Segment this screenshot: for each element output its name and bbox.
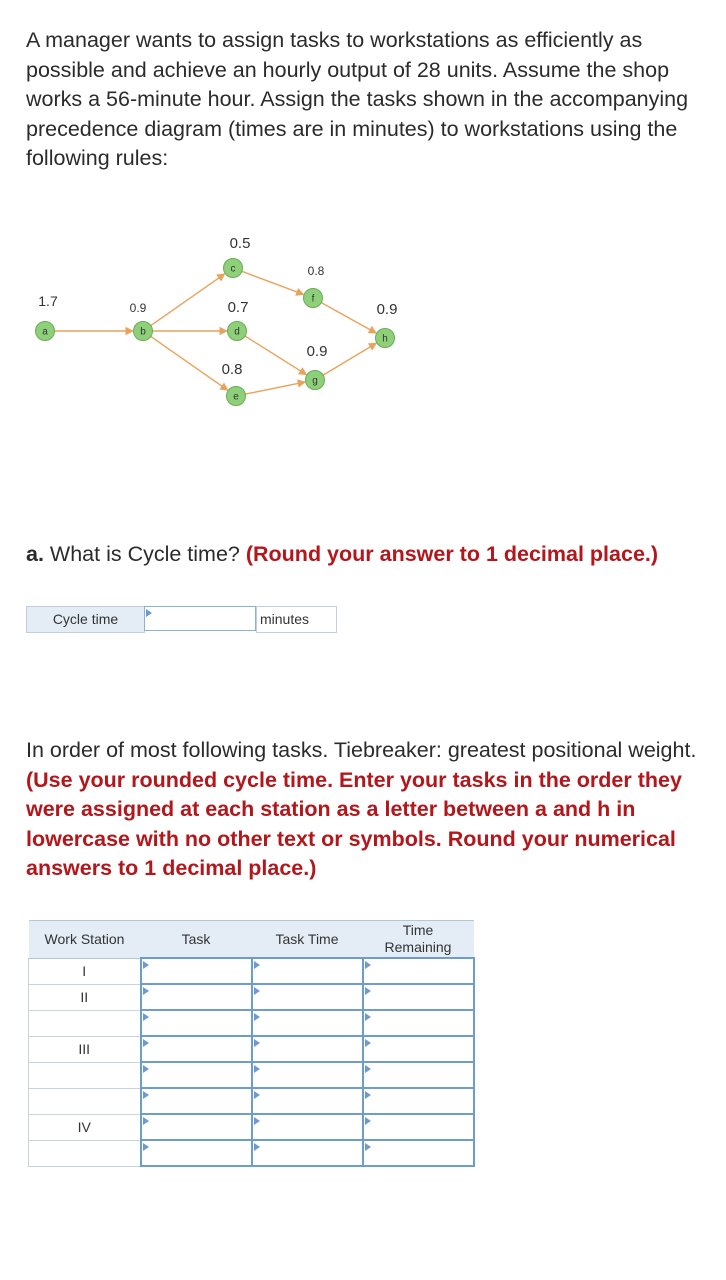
work-station-cell: III [29, 1036, 141, 1062]
input-arrow-icon [254, 1039, 260, 1047]
cycle-time-label: Cycle time [26, 606, 145, 633]
input-arrow-icon [365, 961, 371, 969]
time-remaining-input[interactable] [363, 1036, 474, 1062]
edge-c-f [242, 271, 303, 294]
time-remaining-input[interactable] [363, 1114, 474, 1140]
input-arrow-icon [254, 961, 260, 969]
node-time-g: 0.9 [306, 343, 328, 360]
precedence-diagram [0, 220, 440, 420]
question-b-text: In order of most following tasks. Tiebreaker: greatest positional weight. [26, 738, 697, 762]
task-time-input[interactable] [252, 1114, 363, 1140]
table-row [29, 1062, 474, 1088]
input-arrow-icon [365, 1143, 371, 1151]
task-input[interactable] [141, 958, 252, 984]
node-label-e: e [233, 391, 239, 403]
input-arrow-icon [254, 987, 260, 995]
node-label-b: b [140, 326, 146, 338]
task-input[interactable] [141, 1010, 252, 1036]
task-time-input[interactable] [252, 1062, 363, 1088]
input-arrow-icon [254, 1117, 260, 1125]
table-row [29, 1088, 474, 1114]
node-time-h: 0.9 [376, 301, 398, 318]
input-arrow-icon [365, 1091, 371, 1099]
table-row [29, 1140, 474, 1166]
input-arrow-icon [365, 1039, 371, 1047]
question-a-instruction: (Round your answer to 1 decimal place.) [245, 542, 659, 566]
table-row [29, 1010, 474, 1036]
question-a-prefix: a. [26, 542, 44, 566]
node-time-b: 0.9 [129, 301, 147, 315]
edge-e-g [245, 382, 304, 394]
work-station-cell: II [29, 984, 141, 1010]
task-time-input[interactable] [252, 1140, 363, 1166]
time-remaining-input[interactable] [363, 984, 474, 1010]
question-a [26, 540, 706, 570]
table-body [29, 958, 474, 1166]
input-arrow-icon [143, 1117, 149, 1125]
work-station-cell [29, 1062, 141, 1088]
work-station-cell: I [29, 958, 141, 984]
header-time-remaining-label: Time Remaining [384, 922, 452, 955]
assignment-table [28, 920, 475, 1167]
input-arrow-icon [143, 1013, 149, 1021]
task-input[interactable] [141, 1062, 252, 1088]
cycle-time-unit: minutes [256, 606, 337, 633]
input-arrow-icon [254, 1013, 260, 1021]
header-task-time: Task Time [252, 921, 363, 959]
input-arrow-icon [143, 1143, 149, 1151]
task-input[interactable] [141, 1088, 252, 1114]
cycle-time-input[interactable] [144, 606, 256, 631]
time-remaining-input[interactable] [363, 958, 474, 984]
node-label-g: g [312, 375, 318, 387]
node-label-c: c [230, 263, 236, 275]
input-arrow-icon [146, 609, 152, 617]
header-work-station: Work Station [29, 921, 141, 959]
question-b [26, 736, 706, 884]
node-label-h: h [382, 333, 388, 345]
input-arrow-icon [365, 987, 371, 995]
time-remaining-input[interactable] [363, 1088, 474, 1114]
header-time-remaining [363, 921, 474, 959]
work-station-cell: IV [29, 1114, 141, 1140]
node-label-a: a [42, 326, 48, 338]
task-input[interactable] [141, 1114, 252, 1140]
input-arrow-icon [143, 961, 149, 969]
task-time-input[interactable] [252, 1088, 363, 1114]
time-remaining-input[interactable] [363, 1010, 474, 1036]
task-time-input[interactable] [252, 1010, 363, 1036]
table-row [29, 1036, 474, 1062]
task-input[interactable] [141, 1036, 252, 1062]
task-input[interactable] [141, 984, 252, 1010]
node-time-f: 0.8 [307, 264, 325, 278]
input-arrow-icon [143, 1065, 149, 1073]
input-arrow-icon [143, 1039, 149, 1047]
node-time-a: 1.7 [38, 293, 58, 309]
node-time-d: 0.7 [227, 299, 249, 316]
table-row [29, 958, 474, 984]
node-label-f: f [311, 293, 315, 305]
header-task: Task [141, 921, 252, 959]
input-arrow-icon [143, 987, 149, 995]
edge-b-c [151, 274, 225, 326]
task-time-input[interactable] [252, 1036, 363, 1062]
node-time-e: 0.8 [221, 361, 243, 378]
edge-g-h [323, 343, 376, 375]
task-time-input[interactable] [252, 984, 363, 1010]
edge-d-g [245, 336, 306, 374]
problem-intro: A manager wants to assign tasks to workstations as efficiently as possible and achieve an hourly output of 28 units. Assume the shop works a 56-minute hour. Assign the tasks shown in the accompanying precedence diagram (times are in minutes) to workstations using the following rules: [26, 28, 689, 170]
table-row [29, 984, 474, 1010]
work-station-cell [29, 1010, 141, 1036]
node-time-c: 0.5 [229, 235, 251, 252]
question-b-instruction: (Use your rounded cycle time. Enter your tasks in the order they were assigned at each station as a letter between a and h in lowercase with no other text or symbols. Round your numerical answers to 1 decimal place.) [26, 767, 682, 880]
edge-f-h [321, 303, 376, 333]
input-arrow-icon [143, 1091, 149, 1099]
input-arrow-icon [365, 1117, 371, 1125]
input-arrow-icon [254, 1143, 260, 1151]
question-a-text: What is Cycle time? [43, 542, 246, 566]
time-remaining-input[interactable] [363, 1140, 474, 1166]
task-time-input[interactable] [252, 958, 363, 984]
time-remaining-input[interactable] [363, 1062, 474, 1088]
node-label-d: d [234, 326, 240, 338]
input-arrow-icon [365, 1065, 371, 1073]
input-arrow-icon [254, 1091, 260, 1099]
task-input[interactable] [141, 1140, 252, 1166]
table-header-row [29, 921, 474, 959]
work-station-cell [29, 1088, 141, 1114]
table-row [29, 1114, 474, 1140]
edge-b-e [151, 336, 228, 390]
input-arrow-icon [365, 1013, 371, 1021]
work-station-cell [29, 1140, 141, 1166]
input-arrow-icon [254, 1065, 260, 1073]
